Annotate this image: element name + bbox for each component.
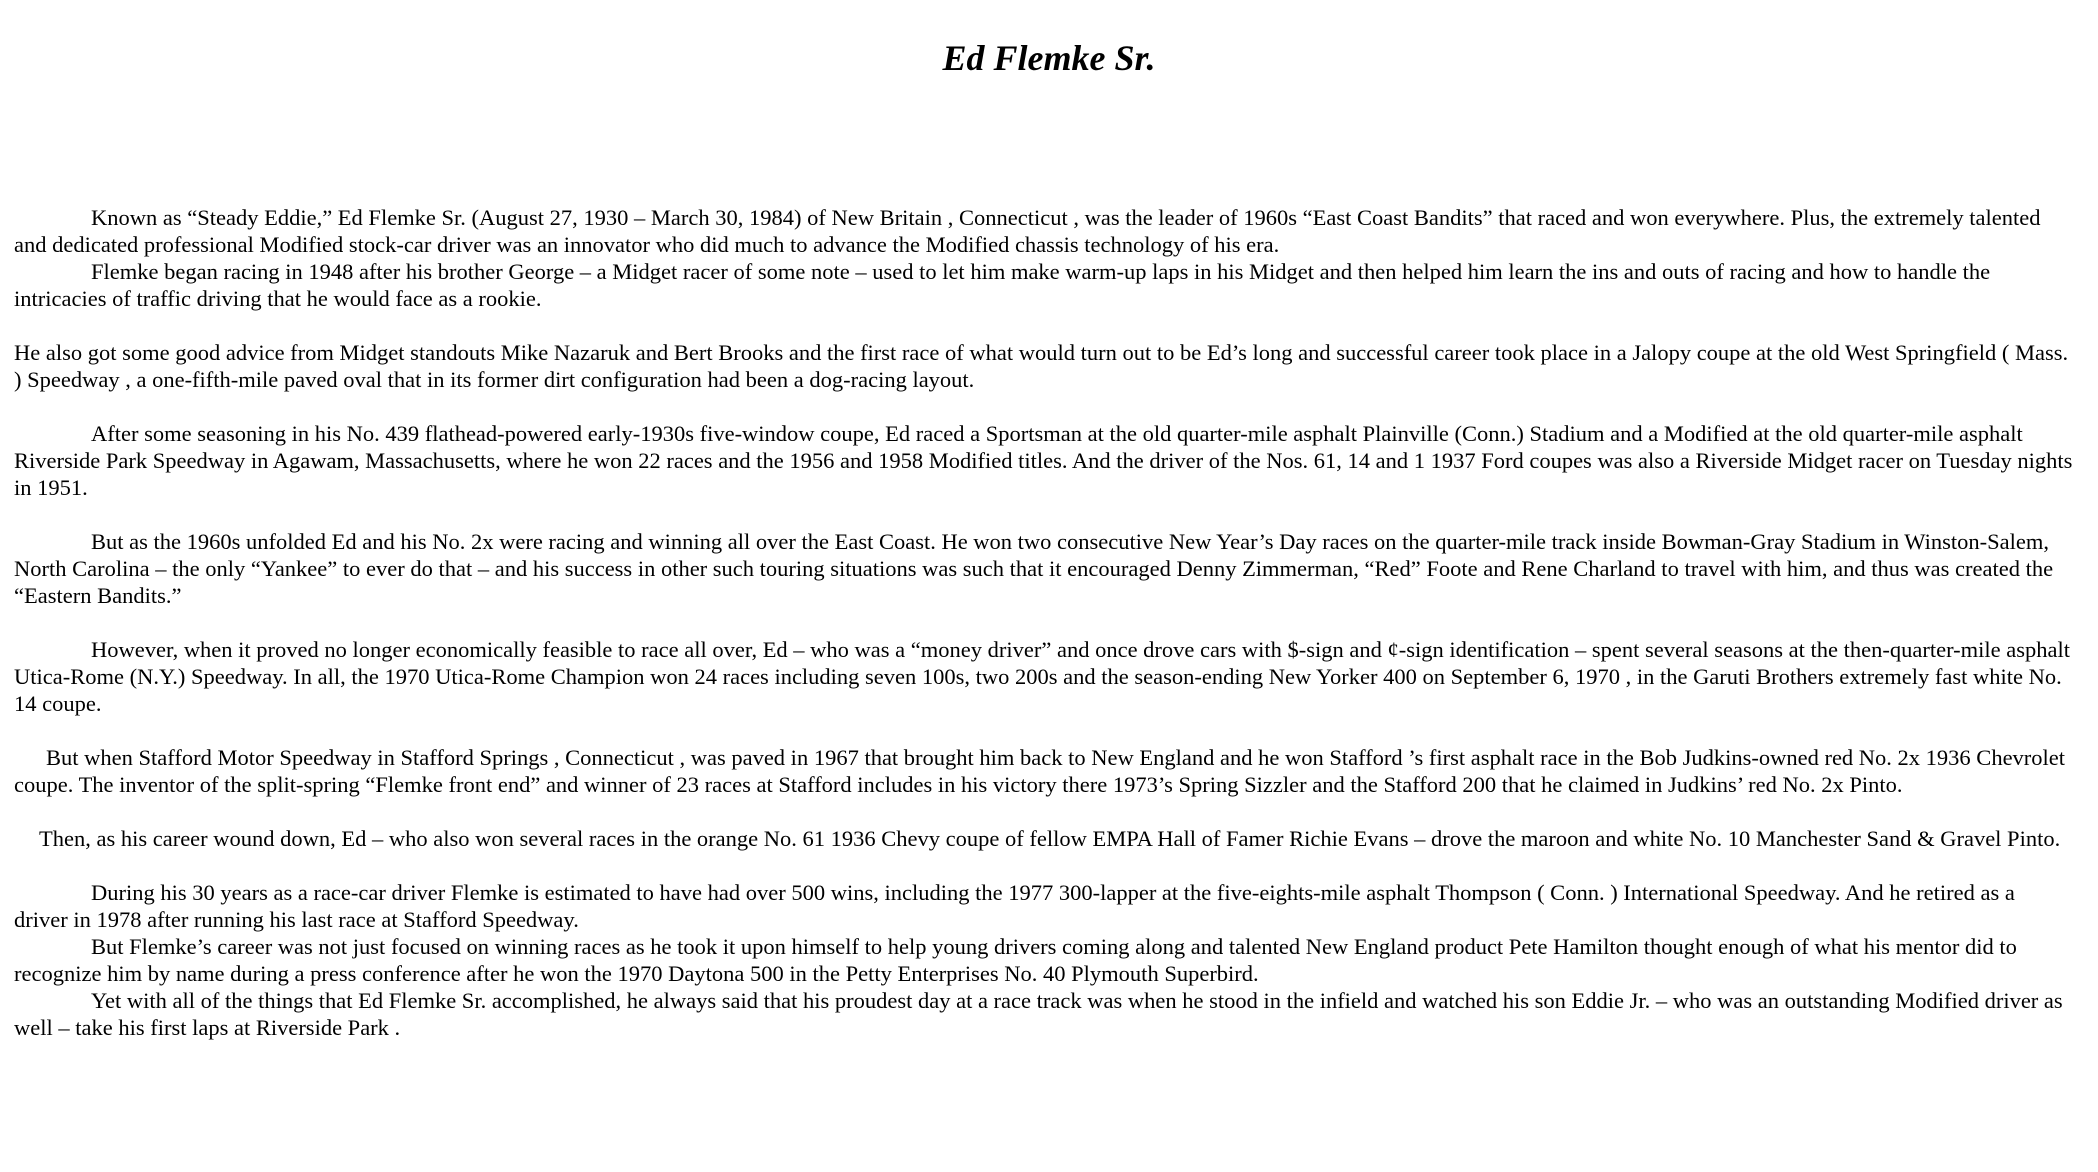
paragraph-mentor: But Flemke’s career was not just focused on winning races as he took it upon himself to help young drivers coming along and talented New England product Pete Hamilton thought enough of what his mentor did to recognize him by name during a press conference after he won the 1970 Daytona 500 in the Petty Enterprises No. 40 Plymouth Superbird. (14, 934, 2017, 986)
paragraph-utica-rome: However, when it proved no longer economically feasible to race all over, Ed – who was a “money driver” and once drove cars with $-sign and ¢-sign identification – spent several seasons at the then-quarter-mile asphalt Utica-Rome (N.Y.) Speedway. In all, the 1970 Utica-Rome Champion won 24 races including seven 100s, two 200s and the season-ending New Yorker 400 on September 6, 1970 , in the Garuti Brothers extremely fast white No. 14 coupe. (14, 637, 2070, 716)
paragraph-early-racing: Flemke began racing in 1948 after his brother George – a Midget racer of some note – used to let him make warm-up laps in his Midget and then helped him learn the ins and outs of racing and how to handle the intricacies of traffic driving that he would face as a rookie. (14, 259, 1991, 311)
paragraph-riverside: After some seasoning in his No. 439 flathead-powered early-1930s five-window coupe, Ed raced a Sportsman at the old quarter-mile asphalt Plainville (Conn.) Stadium and a Modified at the old quarter-mile asphalt Riverside Park Speedway in Agawam, Massachusetts, where he won 22 races and the 1956 and 1958 Modified titles. And the driver of the Nos. 61, 14 and 1 1937 Ford coupes was also a Riverside Midget racer on Tuesday nights in 1951. (14, 421, 2073, 500)
paragraph-stafford: But when Stafford Motor Speedway in Stafford Springs , Connecticut , was paved in 1967 that brought him back to New England and he won Stafford ’s first asphalt race in the Bob Judkins-owned red No. 2x 1936 Chevrolet coupe. The inventor of the split-spring “Flemke front end” and winner of 23 races at Stafford includes in his victory there 1973’s Spring Sizzler and the Stafford 200 that he claimed in Judkins’ red No. 2x Pinto. (14, 745, 2066, 797)
paragraph-eastern-bandits: But as the 1960s unfolded Ed and his No. 2x were racing and winning all over the East Coast. He won two consecutive New Year’s Day races on the quarter-mile track inside Bowman-Gray Stadium in Winston-Salem, North Carolina – the only “Yankee” to ever do that – and his success in other such touring situations was such that it encouraged Denny Zimmerman, “Red” Foote and Rene Charland to travel with him, and thus was created the “Eastern Bandits.” (14, 529, 2054, 608)
paragraph-spacer (14, 609, 2074, 636)
paragraph-wins: During his 30 years as a race-car driver Flemke is estimated to have had over 500 wins, including the 1977 300-lapper at the five-eights-mile asphalt Thompson ( Conn. ) International Speedway. And he retired as a driver in 1978 after running his last race at Stafford Speedway. (14, 880, 2015, 932)
paragraph-career-end: Then, as his career wound down, Ed – who also won several races in the orange No. 61 1936 Chevy coupe of fellow EMPA Hall of Famer Richie Evans – drove the maroon and white No. 10 Manchester Sand & Gravel Pinto. (39, 826, 2061, 851)
paragraph-spacer (14, 717, 2074, 744)
paragraph-first-race: He also got some good advice from Midget standouts Mike Nazaruk and Bert Brooks and the first race of what would turn out to be Ed’s long and successful career took place in a Jalopy coupe at the old West Springfield ( Mass. ) Speedway , a one-fifth-mile paved oval that in its former dirt configuration had been a dog-racing layout. (14, 340, 2069, 392)
page-title: Ed Flemke Sr. (942, 38, 1156, 78)
paragraph-spacer (14, 852, 2074, 879)
paragraph-spacer (14, 312, 2074, 339)
paragraph-spacer (14, 501, 2074, 528)
paragraph-intro: Known as “Steady Eddie,” Ed Flemke Sr. (August 27, 1930 – March 30, 1984) of New Britain , Connecticut , was the leader of 1960s “East Coast Bandits” that raced and won everywhere. Plus, the extremely talented and dedicated professional Modified stock-car driver was an innovator who did much to advance the Modified chassis technology of his era. (14, 205, 2041, 257)
article-body (14, 204, 2074, 1041)
paragraph-spacer (14, 393, 2074, 420)
paragraph-proudest-day: Yet with all of the things that Ed Flemke Sr. accomplished, he always said that his proudest day at a race track was when he stood in the infield and watched his son Eddie Jr. – who was an outstanding Modified driver as well – take his first laps at Riverside Park . (14, 988, 2063, 1040)
paragraph-spacer (14, 798, 2074, 825)
